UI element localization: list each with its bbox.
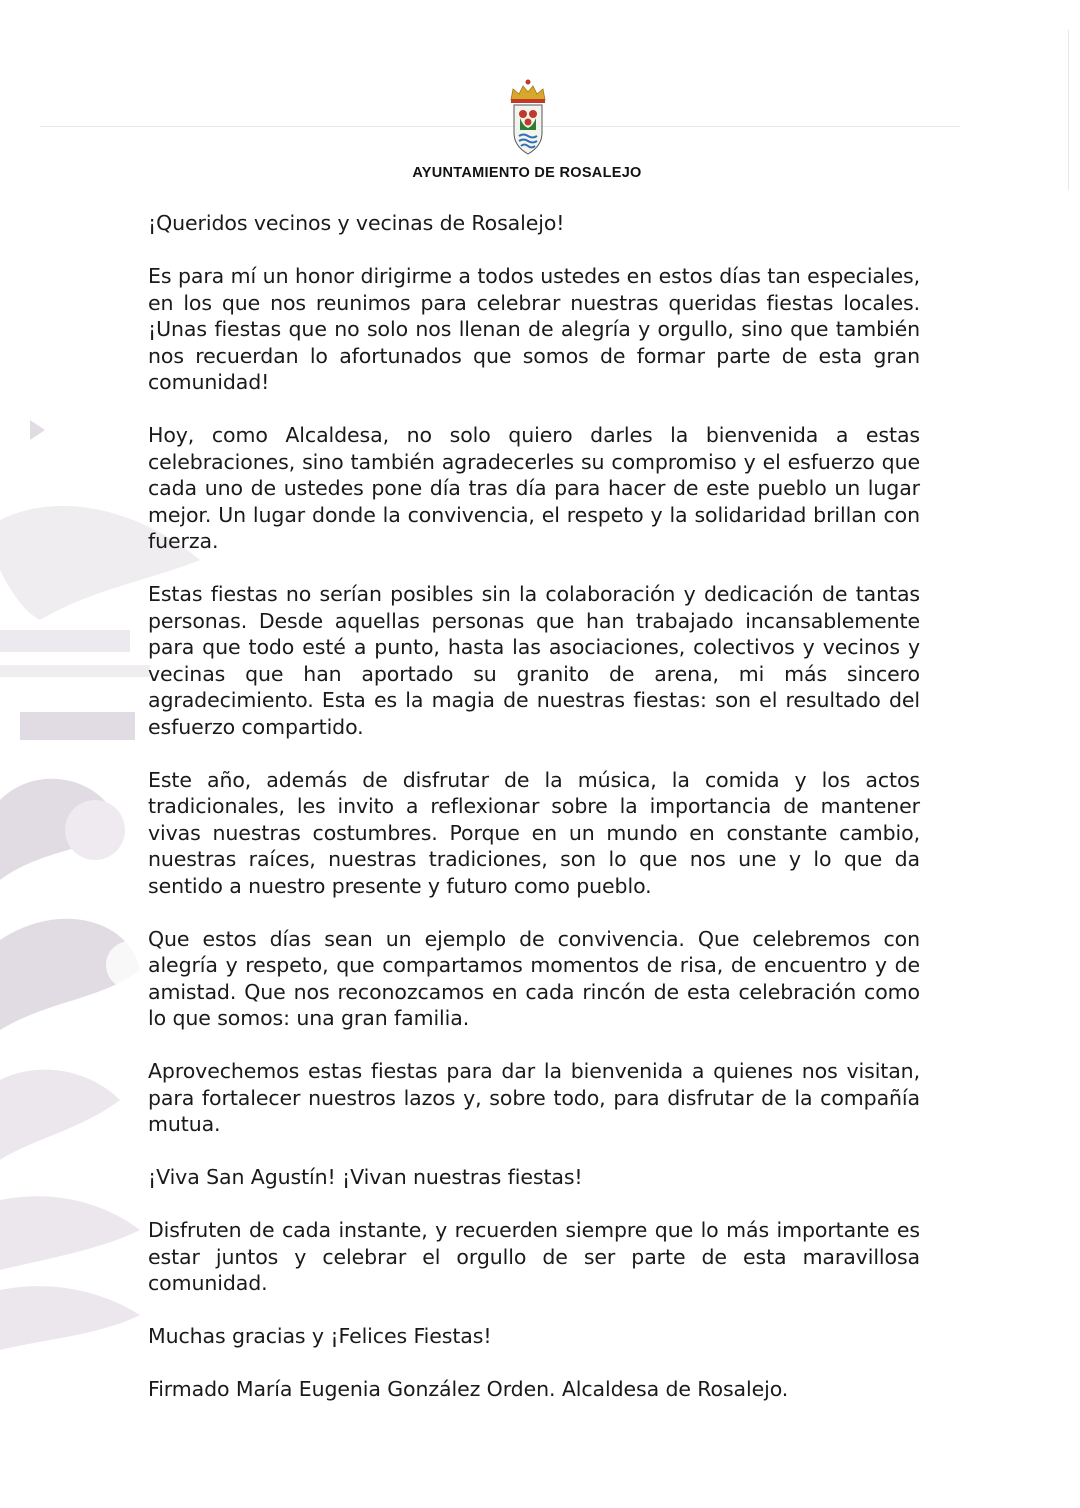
paragraph: Es para mí un honor dirigirme a todos ustedes en estos días tan especiales, en los que nos reunimos para celebrar nuestras queridas fiestas locales. ¡Unas fiestas que no solo nos llenan de alegría y orgullo, sino que también nos recuerdan lo afortunados que somos de formar parte de esta gran comunidad! (148, 264, 920, 394)
coat-of-arms-icon (505, 78, 551, 160)
paragraph: Aprovechemos estas fiestas para dar la bienvenida a quienes nos visitan, para fortalecer nuestros lazos y, sobre todo, para disfrutar de la compañía mutua. (148, 1059, 920, 1136)
page-edge-line (1068, 30, 1069, 190)
signature-line: Firmado María Eugenia González Orden. Alcaldesa de Rosalejo. (148, 1377, 789, 1401)
header-divider (40, 126, 960, 127)
paragraph: Que estos días sean un ejemplo de convivencia. Que celebremos con alegría y respeto, que compartamos momentos de risa, de encuentro y de amistad. Que nos reconozcamos en cada rincón de esta celebración como lo que somos: una gran familia. (148, 926, 920, 1030)
paragraph: Disfruten de cada instante, y recuerden siempre que lo más importante es estar juntos y celebrar el orgullo de ser parte de esta maravillosa comunidad. (148, 1218, 920, 1295)
organization-name: AYUNTAMIENTO DE ROSALEJO (412, 165, 642, 181)
paragraph: Estas fiestas no serían posibles sin la colaboración y dedicación de tantas personas. Desde aquellas personas que han trabajado incansablemente para que todo esté a punto, hasta las asociaciones, colectivos y vecinos y vecinas que han aportado su granito de arena, mi más sincero agradecimiento. Esta es la magia de nuestras fiestas: son el resultado del esfuerzo compartido. (148, 582, 920, 739)
paragraph: Este año, además de disfrutar de la música, la comida y los actos tradicionales, les invito a reflexionar sobre la importancia de mantener vivas nuestras costumbres. Porque en un mundo en constante cambio, nuestras raíces, nuestras tradiciones, son lo que nos une y lo que da sentido a nuestro presente y futuro como pueblo. (148, 767, 920, 898)
greeting: ¡Queridos vecinos y vecinas de Rosalejo! (148, 211, 565, 235)
letter-body (148, 210, 920, 1429)
cheer-line: ¡Viva San Agustín! ¡Vivan nuestras fiestas! (148, 1165, 583, 1189)
paragraph: Hoy, como Alcaldesa, no solo quiero darles la bienvenida a estas celebraciones, sino también agradecerles su compromiso y el esfuerzo que cada uno de ustedes pone día tras día para hacer de este pueblo un lugar mejor. Un lugar donde la convivencia, el respeto y la solidaridad brillan con fuerza. (148, 423, 920, 553)
closing-line: Muchas gracias y ¡Felices Fiestas! (148, 1324, 492, 1348)
